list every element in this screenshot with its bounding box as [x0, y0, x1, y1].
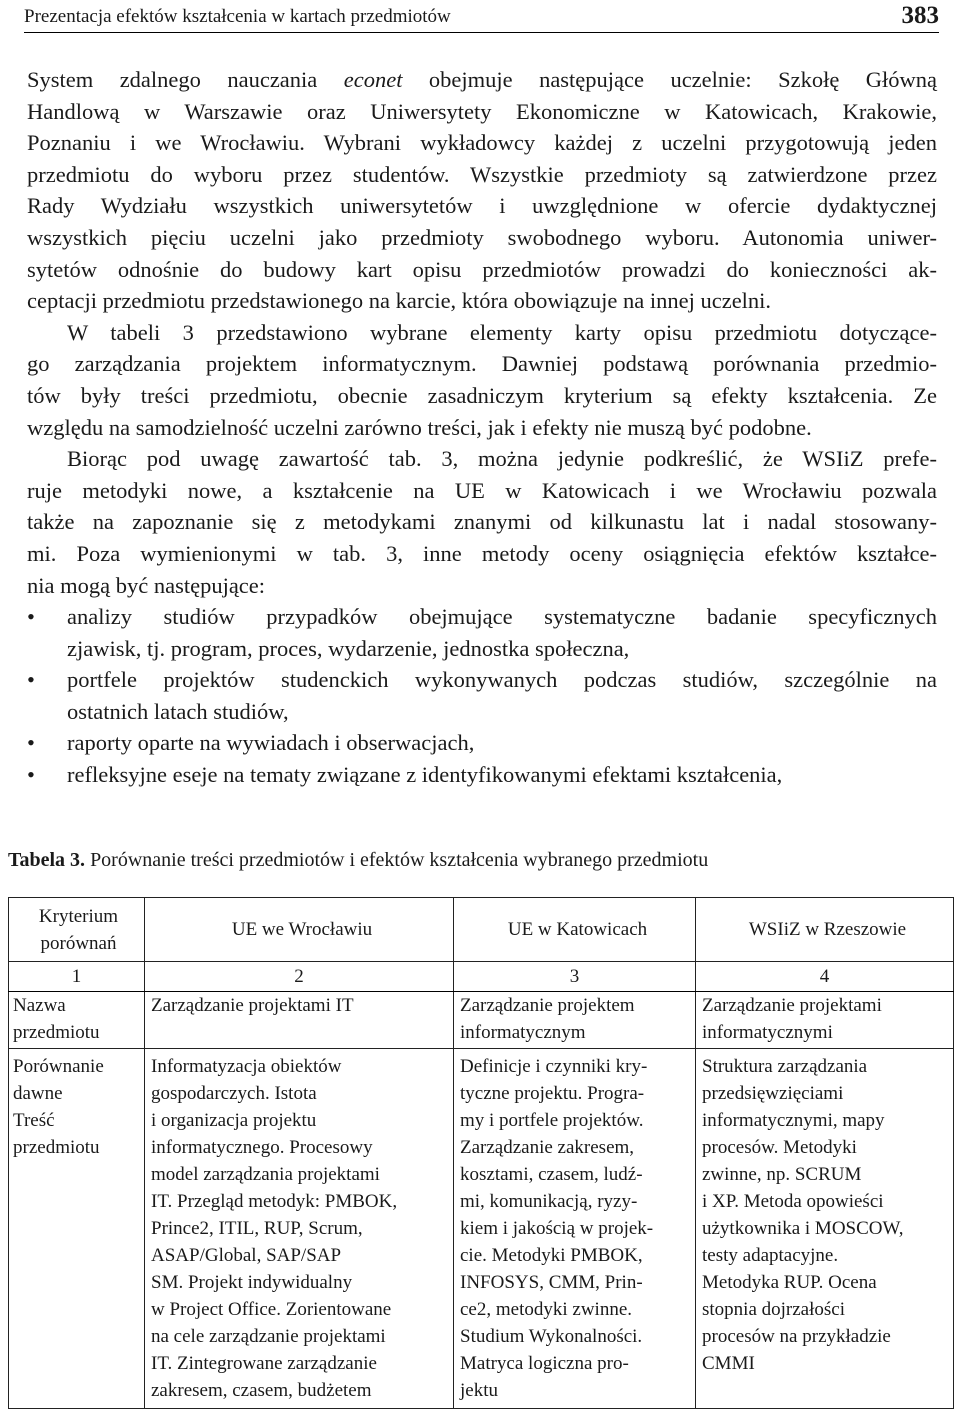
cell-line: i XP. Metoda opowieści [702, 1191, 884, 1212]
text-line: Poznaniu i we Wrocławiu. Wybrani wykładowcy każdej z uczelni przygotowują jeden [27, 130, 937, 156]
bullet-icon: • [27, 762, 35, 788]
cell-line: i organizacja projektu [151, 1110, 317, 1131]
text-line: także na zapoznanie się z metodykami znanymi od kilkunastu lat i nadal stosowany- [27, 509, 937, 535]
cell-line: Porównanie [13, 1056, 104, 1077]
cell-line: na cele zarządzanie projektami [151, 1326, 386, 1347]
cell-line: kosztami, czasem, ludź- [460, 1164, 643, 1185]
cell-line: informatycznym [460, 1022, 586, 1043]
cell-line: jektu [460, 1380, 498, 1401]
text-segment: System zdalnego nauczania [27, 67, 344, 92]
text-line: Rady Wydziału wszystkich uniwersytetów i uwzględnione w ofercie dydaktycznej [27, 193, 937, 219]
header-ue-wroclaw: UE we Wrocławiu [145, 898, 454, 962]
list-item [27, 601, 937, 664]
cell-line: my i portfele projektów. [460, 1110, 644, 1131]
cell-line: w Project Office. Zorientowane [151, 1299, 392, 1320]
cell-line: informatycznymi [702, 1022, 833, 1043]
row-label [9, 1049, 145, 1409]
column-number: 1 [9, 962, 145, 992]
column-number: 2 [145, 962, 454, 992]
cell-line: Metodyka RUP. Ocena [702, 1272, 877, 1293]
cell-line: Informatyzacja obiektów [151, 1056, 342, 1077]
cell-line: Struktura zarządzania [702, 1056, 868, 1077]
cell-line: informatycznego. Procesowy [151, 1137, 373, 1158]
body-text [27, 64, 937, 791]
cell-line: zwinne, np. SCRUM [702, 1164, 862, 1185]
text-line: ruje metodyki nowe, a kształcenie na UE w Katowicach i we Wrocławiu pozwala [27, 477, 937, 503]
table-header-row [9, 898, 954, 962]
running-title: Prezentacja efektów kształcenia w kartach przedmiotów [24, 6, 451, 27]
table-cell [696, 1049, 954, 1409]
cell-line: Zarządzanie projektami [702, 995, 882, 1016]
list-item [27, 727, 937, 759]
table-label: Tabela 3. [8, 849, 86, 871]
bullet-icon: • [27, 604, 35, 630]
text-line [27, 64, 937, 96]
table-cell [696, 992, 954, 1049]
caption-text: Porównanie treści przedmiotów i efektów kształcenia wybranego przedmiotu [85, 849, 709, 871]
cell-line: procesów na przykładzie [702, 1326, 891, 1347]
cell-line: użytkownika i MOSCOW, [702, 1218, 904, 1239]
cell-line: dawne [13, 1083, 63, 1104]
cell-line: Zarządzanie zakresem, [460, 1137, 635, 1158]
cell-line: IT. Zintegrowane zarządzanie [151, 1353, 377, 1374]
bullet-icon: • [27, 667, 35, 693]
table-row [9, 1049, 954, 1409]
cell-line: ASAP/Global, SAP/SAP [151, 1245, 342, 1266]
comparison-table [8, 897, 954, 1409]
text-line: raporty oparte na wywiadach i obserwacjach, [67, 730, 475, 756]
cell-line: Kryterium [38, 905, 119, 927]
text-line: analizy studiów przypadków obejmujące systematyczne badanie specyficznych [67, 604, 937, 630]
cell-line: Prince2, ITIL, RUP, Scrum, [151, 1218, 363, 1239]
text-line: Biorąc pod uwagę zawartość tab. 3, można jedynie podkreślić, że WSIiZ prefe- [67, 446, 937, 472]
cell-line: INFOSYS, CMM, Prin- [460, 1272, 643, 1293]
text-line: zjawisk, tj. program, proces, wydarzenie, jednostka społeczna, [67, 635, 630, 661]
text-line: sytetów odnośnie do budowy kart opisu przedmiotów prowadzi do konieczności ak- [27, 256, 937, 282]
table-row [9, 992, 954, 1049]
table-cell [145, 992, 454, 1049]
cell-line: model zarządzania projektami [151, 1164, 380, 1185]
table-cell [454, 992, 696, 1049]
cell-line: gospodarczych. Istota [151, 1083, 317, 1104]
cell-line: Zarządzanie projektem [460, 995, 635, 1016]
cell-line: kiem i jakością w projek- [460, 1218, 654, 1239]
paragraph-1 [27, 64, 937, 317]
text-line: W tabeli 3 przedstawiono wybrane elementy karty opisu przedmiotu dotyczące- [67, 319, 937, 345]
cell-line: informatycznymi, mapy [702, 1110, 885, 1131]
cell-line: SM. Projekt indywidualny [151, 1272, 353, 1293]
table-cell [454, 1049, 696, 1409]
list-item [27, 759, 937, 791]
cell-line: porównań [40, 932, 117, 954]
text-line: tów były treści przedmiotu, obecnie zasadniczym kryterium są efekty kształcenia. Ze [27, 382, 937, 408]
page-number: 383 [901, 2, 939, 29]
text-line: portfele projektów studenckich wykonywanych podczas studiów, szczególnie na [67, 667, 937, 693]
list-item [27, 664, 937, 727]
text-line: mi. Poza wymienionymi w tab. 3, inne metody oceny osiągnięcia efektów kształce- [27, 540, 937, 566]
header-rule [24, 32, 939, 33]
text-line: refleksyjne eseje na tematy związane z identyfikowanymi efektami kształcenia, [67, 762, 783, 788]
cell-line: mi, komunikacją, ryzy- [460, 1191, 638, 1212]
text-segment: obejmuje następujące uczelnie: Szkołę Główną [402, 67, 938, 92]
cell-line: przedmiotu [13, 1137, 100, 1158]
cell-line: tyczne projektu. Progra- [460, 1083, 645, 1104]
table-cell [145, 1049, 454, 1409]
cell-line: przedsięwzięciami [702, 1083, 844, 1104]
cell-line: Treść [13, 1110, 55, 1131]
cell-line: Nazwa [13, 995, 66, 1016]
text-line: go zarządzania projektem informatycznym. Dawniej podstawą porównania przedmio- [27, 351, 937, 377]
row-label [9, 992, 145, 1049]
text-line: Handlową w Warszawie oraz Uniwersytety Ekonomiczne w Katowicach, Krakowie, [27, 98, 937, 124]
table-caption [8, 849, 708, 872]
header-ue-katowice: UE w Katowicach [454, 898, 696, 962]
paragraph-2 [27, 317, 937, 443]
column-number: 3 [454, 962, 696, 992]
text-line: przedmiotu do wyboru przez studentów. Wszystkie przedmioty są zatwierdzone przez [27, 161, 937, 187]
cell-line: Zarządzanie projektami IT [151, 995, 354, 1016]
page-header [24, 0, 939, 32]
text-line: ostatnich latach studiów, [67, 698, 289, 724]
cell-line: Definicje i czynniki kry- [460, 1056, 648, 1077]
text-line: wszystkich pięciu uczelni jako przedmioty swobodnego wyboru. Autonomia uniwer- [27, 224, 937, 250]
cell-line: przedmiotu [13, 1022, 100, 1043]
cell-line: procesów. Metodyki [702, 1137, 857, 1158]
cell-line: Matryca logiczna pro- [460, 1353, 629, 1374]
column-number-row [9, 962, 954, 992]
econet-term: econet [343, 67, 403, 92]
cell-line: zakresem, czasem, budżetem [151, 1380, 372, 1401]
text-line: ceptacji przedmiotu przedstawionego na karcie, która obowiązuje na innej uczelni. [27, 288, 772, 314]
paragraph-3 [27, 443, 937, 601]
bullet-icon: • [27, 730, 35, 756]
column-number: 4 [696, 962, 954, 992]
cell-line: cie. Metodyki PMBOK, [460, 1245, 643, 1266]
bullet-list [27, 601, 937, 791]
cell-line: stopnia dojrzałości [702, 1299, 845, 1320]
cell-line: CMMI [702, 1353, 755, 1374]
text-line: względu na samodzielność uczelni zarówno treści, jak i efekty nie muszą być podobne. [27, 414, 812, 440]
cell-line: IT. Przegląd metodyk: PMBOK, [151, 1191, 398, 1212]
text-line: nia mogą być następujące: [27, 572, 266, 598]
cell-line: ce2, metodyki zwinne. [460, 1299, 633, 1320]
cell-line: testy adaptacyjne. [702, 1245, 839, 1266]
header-wsiiz-rzeszow: WSIiZ w Rzeszowie [696, 898, 954, 962]
cell-line: Studium Wykonalności. [460, 1326, 643, 1347]
header-criterion [9, 898, 145, 962]
